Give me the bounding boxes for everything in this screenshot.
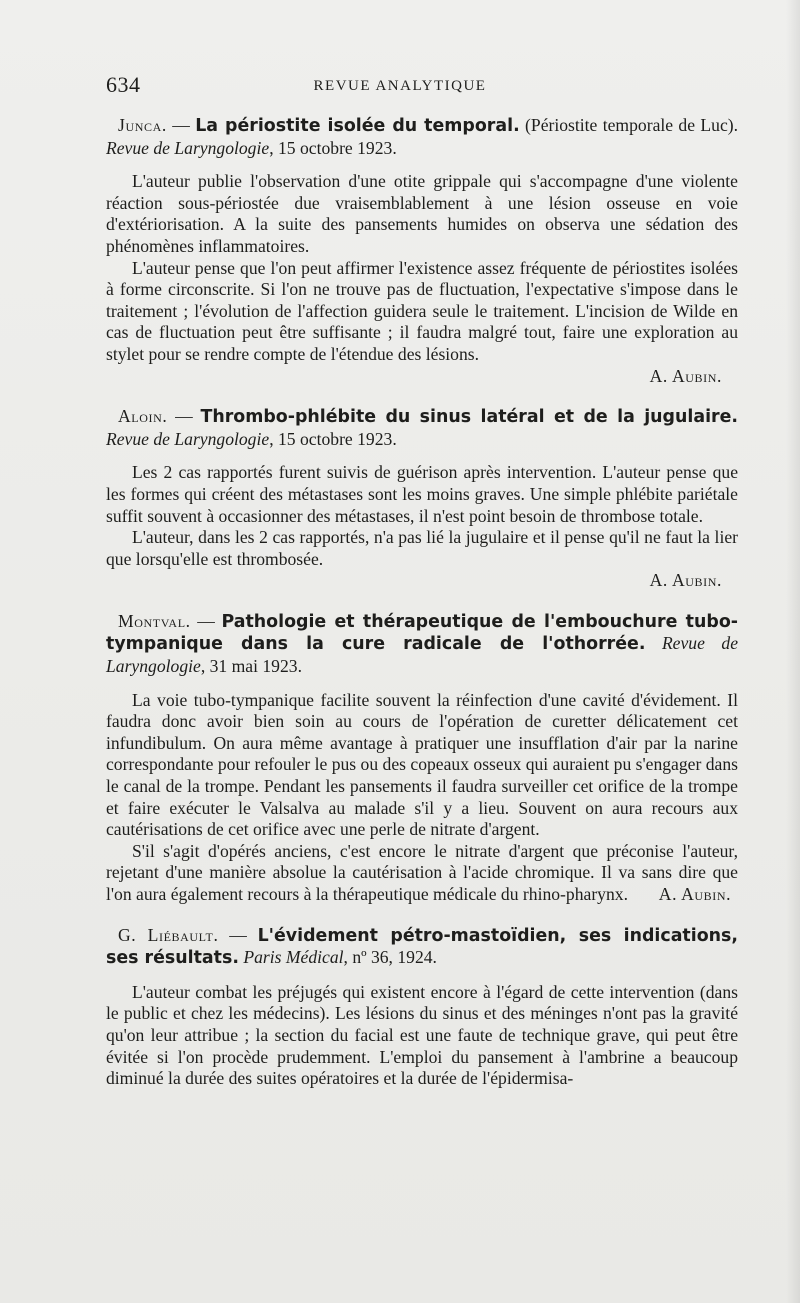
- publication-date: , 31 mai 1923.: [200, 656, 302, 677]
- publication-date: , 15 octobre 1923.: [269, 428, 397, 449]
- article-paragraph: Les 2 cas rapportés furent suivis de guérison après intervention. L'auteur pense que les formes qui créent des métastases sont les moins graves. Une simple phlébite pariétale suffit souvent à occasionner des métastases, il n'est point besoin de thrombose totale.: [106, 462, 738, 526]
- article-title: Thrombo-phlébite du sinus latéral et de la jugulaire.: [200, 407, 739, 428]
- article-paragraph: L'auteur pense que l'on peut affirmer l'existence assez fréquente de périostites isolées à forme circonscrite. Si l'on ne trouve pas de fluctuation, l'expectative s'impose dans le traitement ; l'évolution de l'affection guidera seule le traitement. L'incision de Wilde en cas de fluctuation peut être suffisante ; il faudra malgré tout, faire une exploration au stylet pour se rendre compte de l'étendue des lésions.: [106, 257, 738, 364]
- abstract-junca: [106, 115, 738, 387]
- article-paragraph: L'auteur, dans les 2 cas rapportés, n'a pas lié la jugulaire et il pense qu'il ne faut la lier que lorsqu'elle est thrombosée.: [106, 527, 738, 569]
- article-title: L'évidement pétro-mastoïdien, ses indications, ses résultats.: [106, 925, 738, 969]
- running-head: REVUE ANALYTIQUE: [313, 78, 487, 94]
- page-edge-shadow: [786, 0, 800, 1303]
- publication-date: , 15 octobre 1923.: [269, 137, 397, 158]
- journal-name: Revue de Laryngologie: [106, 428, 270, 449]
- article-title: La périostite isolée du temporal.: [195, 116, 520, 136]
- reviewer-signature: A. Aubin.: [649, 570, 722, 591]
- reviewer-signature: A. Aubin.: [658, 884, 732, 904]
- article-title: Pathologie et thérapeutique de l'embouchure tubo-tympanique dans la cure radicale de l'othorrée.: [106, 611, 738, 655]
- article-paragraph: [106, 841, 738, 906]
- abstract-aloin: [106, 406, 738, 592]
- article-paragraph: L'auteur combat les préjugés qui existent encore à l'égard de cette intervention (dans le public et chez les médecins). Les lésions du sinus et des méninges n'ont pas la gravité qu'on leur attribue ; la section du facial est une faute de technique grave, qui peut être évitée si l'on procède prudemment. L'emploi du pansement à l'ambrine a beaucoup diminué la durée des suites opératoires et la durée de l'épidermisa-: [106, 981, 738, 1089]
- heading-dash: —: [218, 924, 258, 945]
- article-paragraph: La voie tubo-tympanique facilite souvent la réinfection d'une cavité d'évidement. Il faudra donc avoir bien soin au cours de l'opération de curetter délicatement cet infundibulum. On aura même avantage à pratiquer une insufflation d'air par la narine correspondante pour refouler le pus ou des copeaux osseux qui auraient pu s'engager dans le canal de la trompe. Pendant les pansements il faudra surveiller cet orifice de la trompe et faire exécuter le Valsalva au malade s'il y a lieu. Souvent on aura recours aux cautérisations de cet orifice avec une perle de nitrate d'argent.: [106, 689, 738, 840]
- journal-name: Revue de Laryngologie: [106, 633, 739, 677]
- article-author: Aloin.: [118, 406, 168, 427]
- journal-name: Paris Médical: [243, 947, 344, 968]
- article-author: Junca.: [118, 115, 167, 135]
- article-heading: [106, 611, 738, 678]
- article-author: Montval.: [118, 610, 191, 631]
- heading-dash: —: [166, 115, 196, 135]
- article-paragraph: L'auteur publie l'observation d'une otite grippale qui s'accompagne d'une violente réaction sous-périostée due vraisemblablement à une lésion osseuse en voie d'extériorisation. A la suite des pansements humides on observa une sédation des phénomènes inflammatoires.: [106, 171, 738, 256]
- article-author: G. Liébault.: [118, 924, 219, 945]
- reviewer-signature: A. Aubin.: [649, 365, 722, 386]
- page-number: 634: [106, 72, 141, 97]
- article-subtitle: (Périostite temporale de Luc).: [519, 115, 739, 135]
- heading-space: [645, 633, 662, 653]
- publication-date: , nº 36, 1924.: [343, 947, 437, 968]
- heading-dash: —: [190, 610, 222, 631]
- abstract-montval: [106, 611, 738, 906]
- heading-dash: —: [167, 406, 201, 427]
- page-body: [106, 115, 738, 1109]
- article-heading: [106, 115, 738, 159]
- article-heading: [106, 406, 738, 450]
- article-heading: [106, 925, 738, 970]
- page-header: [0, 72, 800, 102]
- abstract-liebault: [106, 925, 738, 1090]
- paragraph-text: S'il s'agit d'opérés anciens, c'est encore le nitrate d'argent que préconise l'auteur, rejetant d'une manière absolue la cautérisation à l'acide chromique. Il va sans dire que l'on aura également recours à la thérapeutique médicale du rhino-pharynx.: [106, 840, 738, 904]
- journal-name: Revue de Laryngologie: [106, 137, 270, 158]
